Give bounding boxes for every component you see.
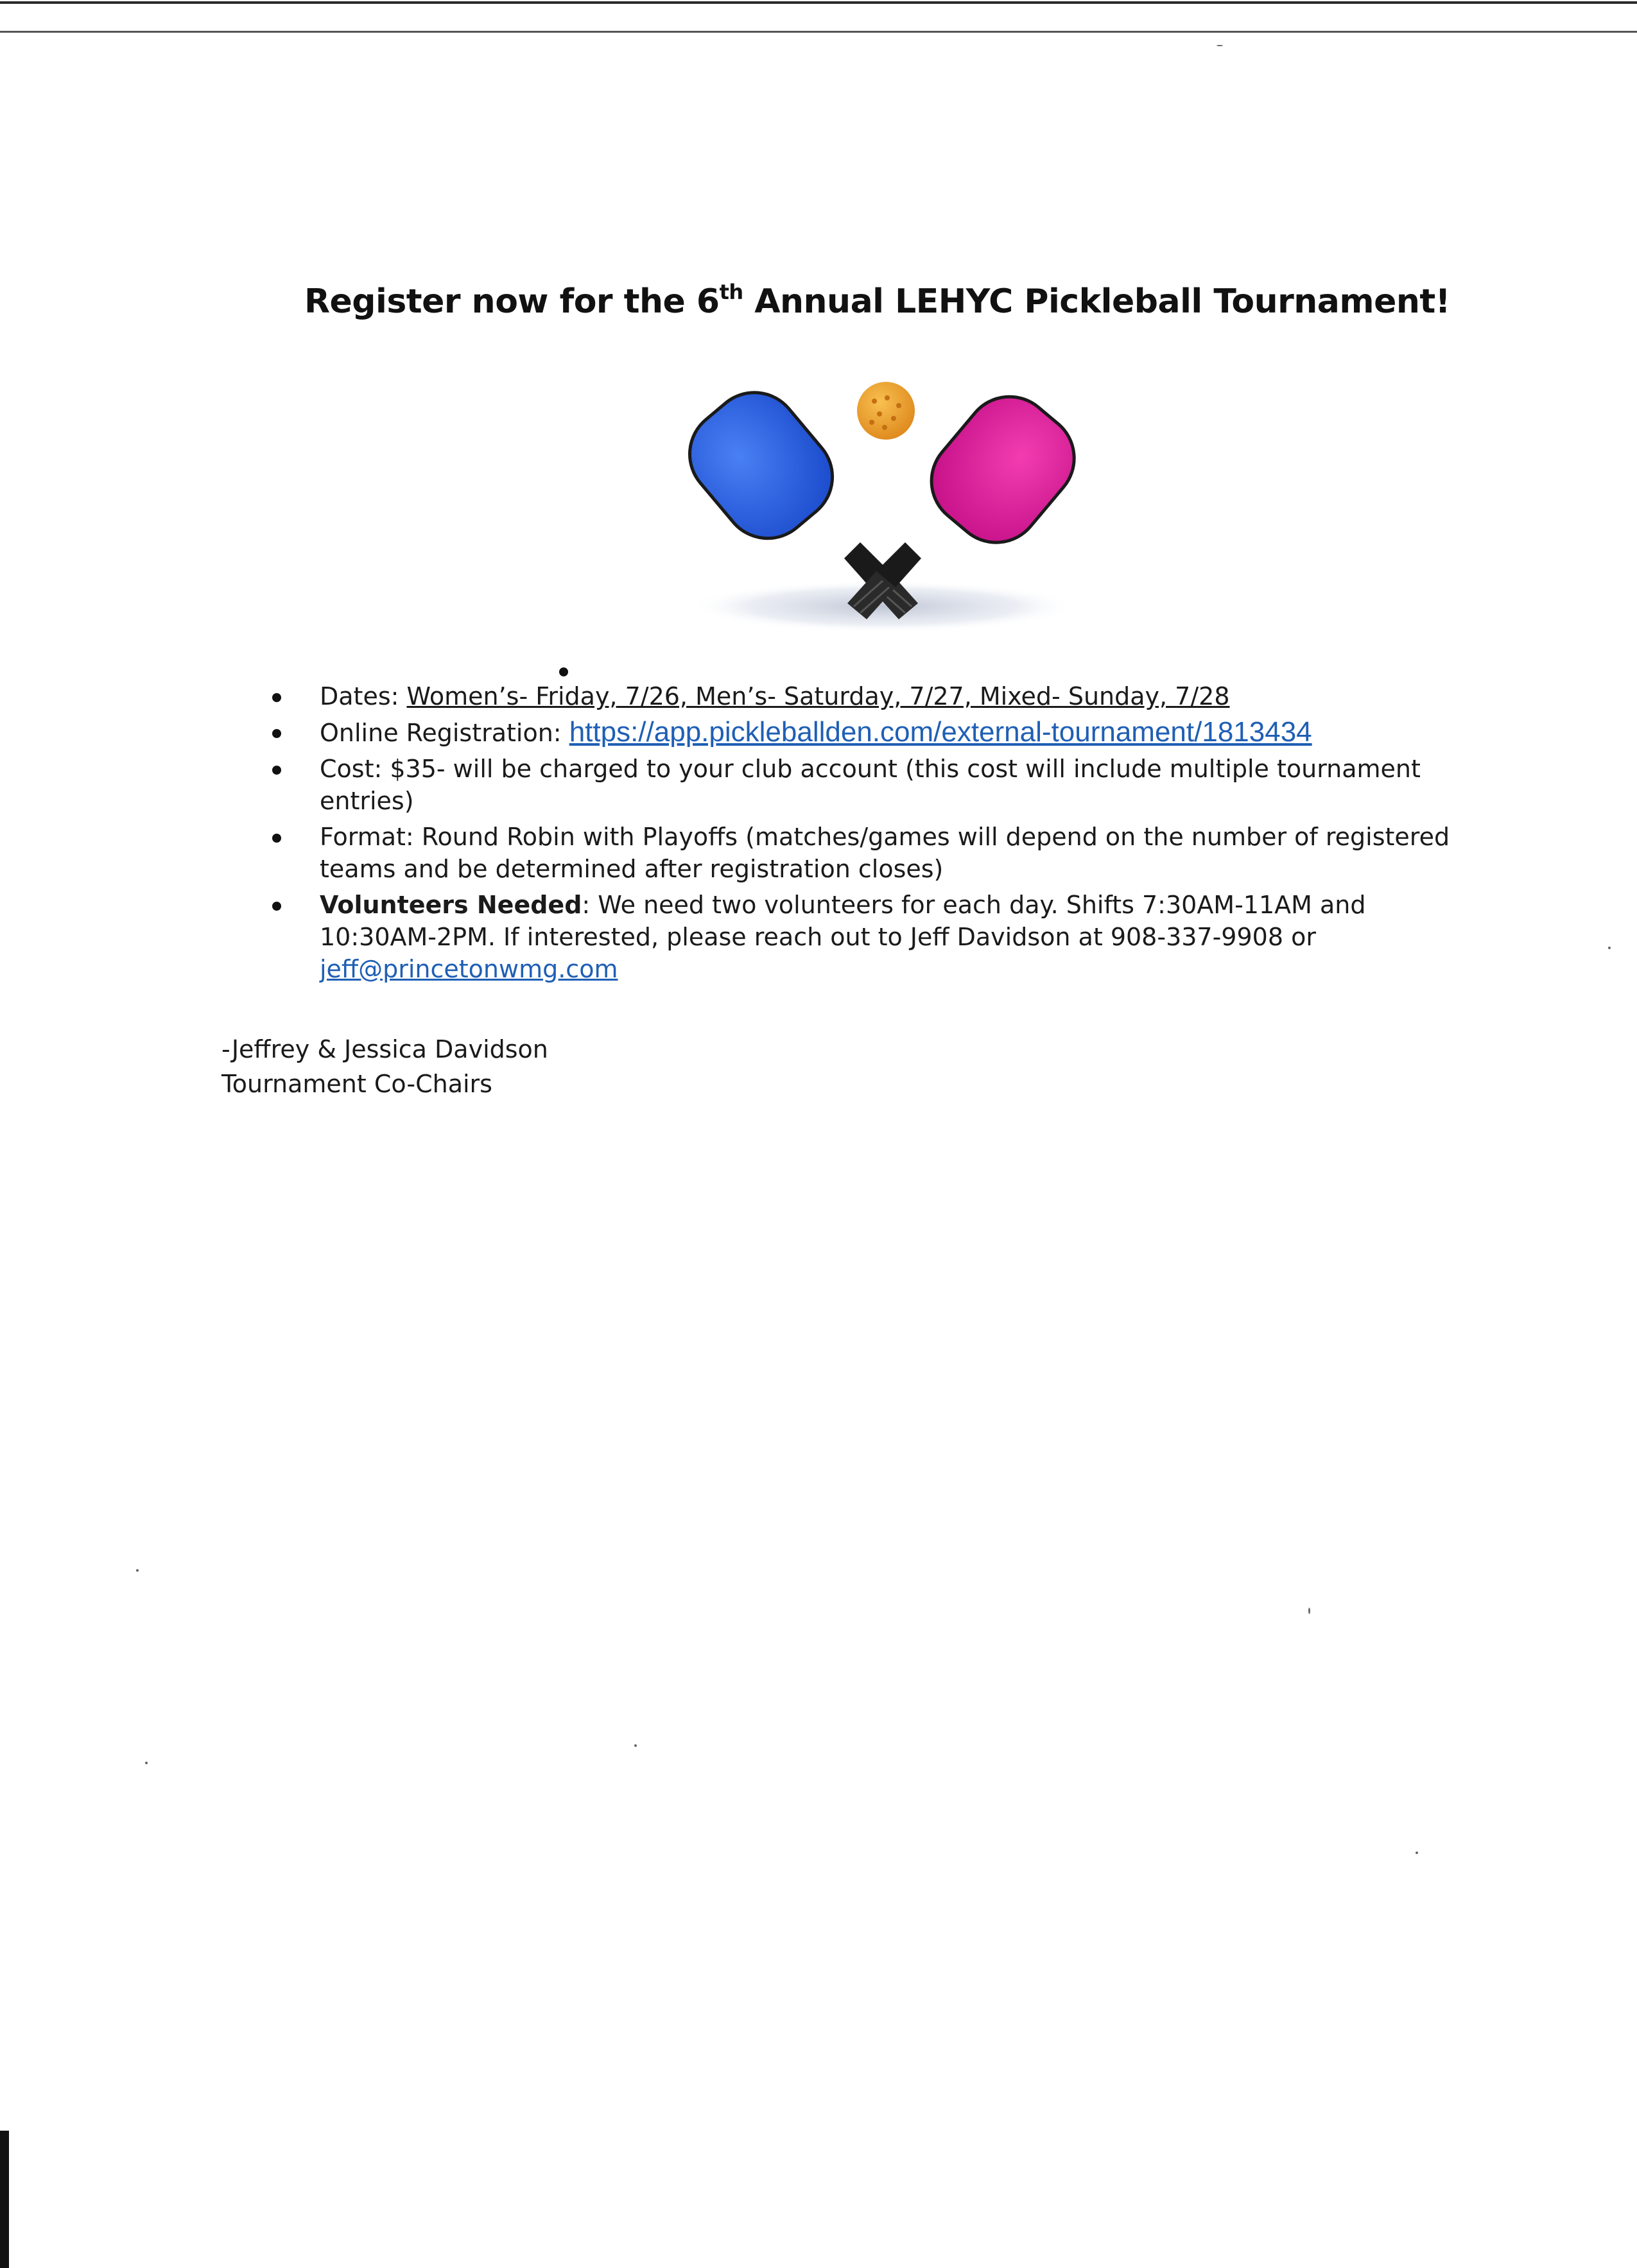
ball-icon bbox=[857, 382, 915, 440]
bullet-icon bbox=[272, 693, 281, 702]
email-link[interactable]: jeff@princetonwmg.com bbox=[320, 955, 618, 983]
scan-speck bbox=[1308, 1608, 1310, 1614]
dates-value: Women’s- Friday, 7/26, Men’s- Saturday, 7/27, Mixed- Sunday, 7/28 bbox=[406, 682, 1230, 710]
title-suffix: Annual LEHYC Pickleball Tournament! bbox=[743, 282, 1450, 321]
registration-label: Online Registration: bbox=[320, 719, 569, 747]
scan-speck bbox=[634, 1744, 637, 1747]
list-item-registration bbox=[270, 716, 1477, 749]
scan-border-top bbox=[0, 1, 1637, 4]
scan-speck bbox=[1217, 45, 1223, 46]
list-item-cost bbox=[270, 753, 1477, 817]
bullet-icon bbox=[272, 902, 281, 911]
list-item-format bbox=[270, 821, 1477, 885]
volunteers-text: : We need two volunteers for each day. Shifts 7:30AM-11AM and 10:30AM-2PM. If interested, please reach out to Jeff Davidson at 908-337-9908 or bbox=[320, 891, 1366, 951]
page-title bbox=[304, 280, 1450, 321]
scan-speck bbox=[1608, 947, 1611, 949]
title-superscript: th bbox=[719, 280, 743, 304]
registration-link[interactable]: https://app.pickleballden.com/external-tournament/1813434 bbox=[569, 716, 1312, 748]
signature-block bbox=[221, 1032, 548, 1101]
signature-names: -Jeffrey & Jessica Davidson bbox=[221, 1035, 548, 1063]
scan-speck bbox=[136, 1569, 139, 1572]
scan-border-line bbox=[0, 31, 1637, 33]
list-item-dates bbox=[270, 680, 1477, 712]
bullet-icon bbox=[272, 766, 281, 775]
dates-label: Dates: bbox=[320, 682, 407, 710]
signature-role: Tournament Co-Chairs bbox=[221, 1070, 492, 1098]
scan-speck bbox=[145, 1762, 148, 1764]
stray-mark bbox=[559, 667, 568, 676]
format-text: Format: Round Robin with Playoffs (matches/games will depend on the number of registered teams and be determined after registration closes) bbox=[320, 823, 1450, 883]
bullet-icon bbox=[272, 834, 281, 843]
pickleball-paddles-icon bbox=[648, 366, 1117, 648]
list-item-volunteers bbox=[270, 889, 1477, 985]
details-list bbox=[270, 680, 1477, 989]
title-prefix: Register now for the 6 bbox=[304, 282, 720, 321]
scan-edge-mark bbox=[0, 2131, 9, 2268]
cost-text: Cost: $35- will be charged to your club account (this cost will include multiple tournament entries) bbox=[320, 755, 1421, 815]
bullet-icon bbox=[272, 729, 281, 738]
volunteers-label: Volunteers Needed bbox=[320, 891, 582, 919]
scan-speck bbox=[1416, 1851, 1418, 1854]
